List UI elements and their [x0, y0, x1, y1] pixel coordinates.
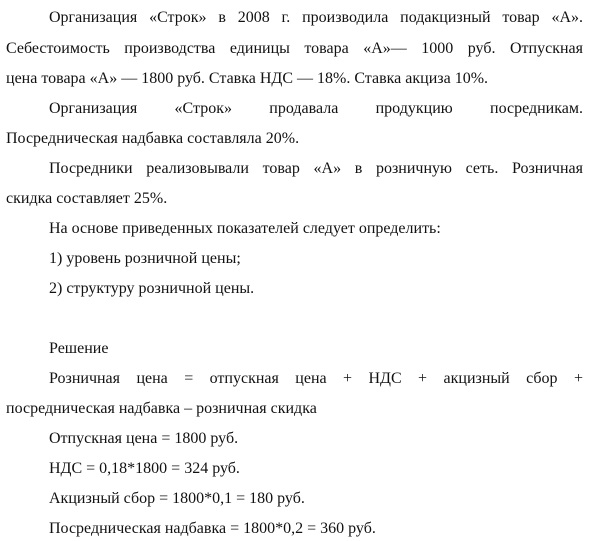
formula-line-1: Розничная цена = отпускная цена + НДС + акцизный сбор +: [49, 370, 583, 387]
task-item-2: 2) структуру розничной цены.: [49, 280, 255, 297]
problem-line-4: Организация «Строк» продавала продукцию посредникам.: [49, 100, 583, 117]
solution-heading: Решение: [49, 340, 109, 357]
problem-line-3: цена товара «А» — 1800 руб. Ставка НДС — 18%. Ставка акциза 10%.: [6, 70, 489, 87]
formula-line-2: посредническая надбавка – розничная скидка: [6, 400, 317, 417]
problem-line-6: Посредники реализовывали товар «А» в розничную сеть. Розничная: [49, 160, 583, 177]
problem-line-5: Посредническая надбавка составляла 20%.: [6, 130, 300, 147]
solution-step-1: Отпускная цена = 1800 руб.: [49, 430, 239, 447]
solution-step-3: Акцизный сбор = 1800*0,1 = 180 руб.: [49, 490, 305, 507]
solution-step-2: НДС = 0,18*1800 = 324 руб.: [49, 460, 240, 477]
task-intro: На основе приведенных показателей следует определить:: [49, 220, 441, 237]
problem-line-7: скидка составляет 25%.: [6, 190, 168, 207]
task-item-1: 1) уровень розничной цены;: [49, 250, 241, 267]
solution-step-4: Посредническая надбавка = 1800*0,2 = 360 руб.: [49, 520, 376, 537]
problem-line-2: Себестоимость производства единицы товара «А»— 1000 руб. Отпускная: [6, 40, 583, 57]
problem-line-1: Организация «Строк» в 2008 г. производила подакцизный товар «А».: [49, 9, 583, 26]
